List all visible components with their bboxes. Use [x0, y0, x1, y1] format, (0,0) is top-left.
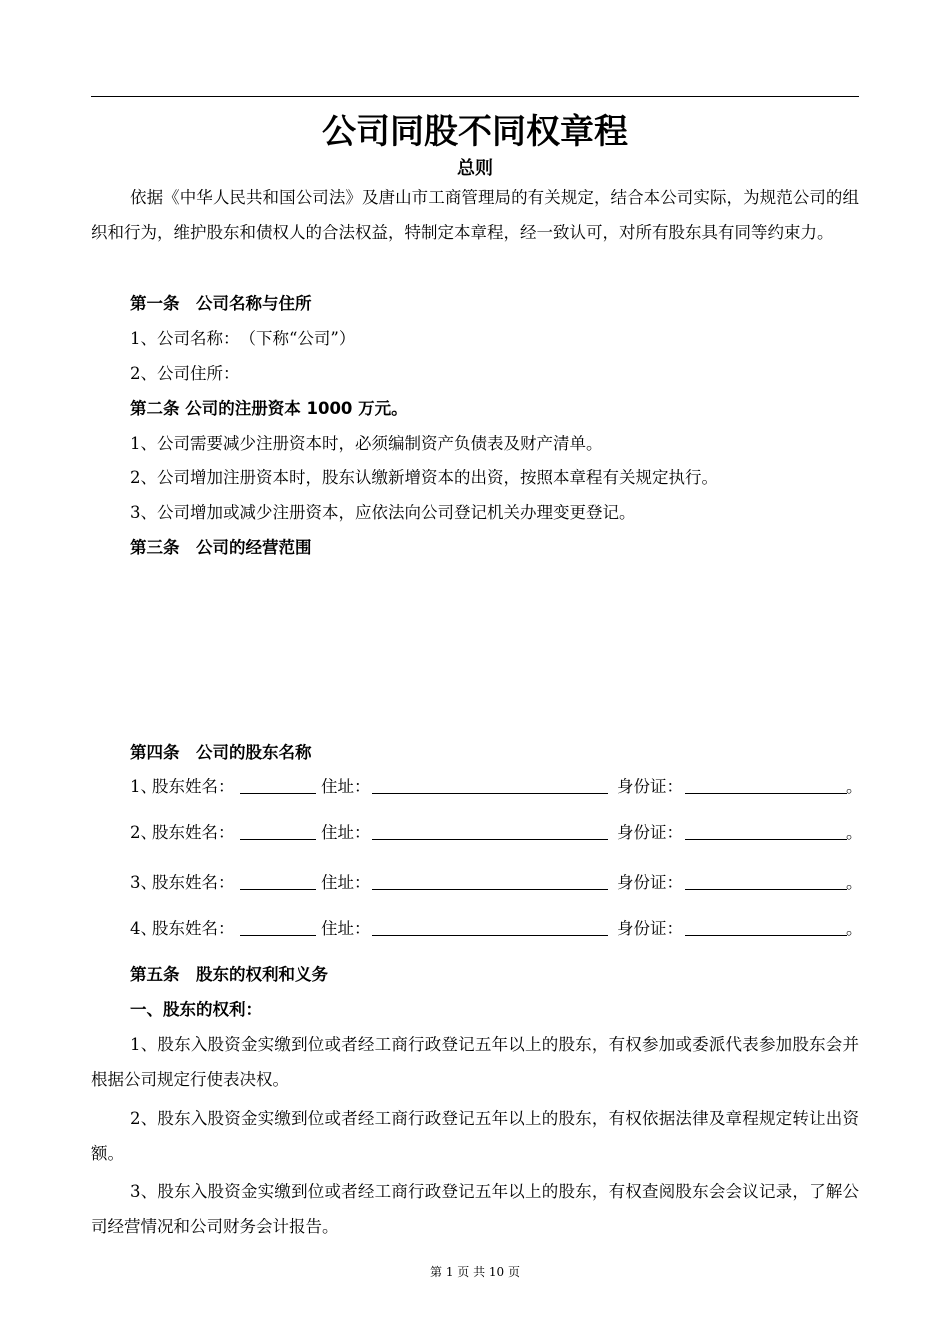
rights-item: 3、股东入股资金实缴到位或者经工商行政登记五年以上的股东，有权查阅股东会会议记录，了解公司经营情况和公司财务会计报告。 [91, 1182, 859, 1236]
article-1-heading: 第一条 公司名称与住所 [130, 294, 312, 313]
shareholder-id-label: 身份证： [617, 823, 683, 842]
shareholder-address-blank[interactable] [372, 917, 608, 936]
article-2-item: 2、公司增加注册资本时，股东认缴新增资本的出资，按照本章程有关规定执行。 [130, 468, 718, 487]
page-number-footer: 第 1 页 共 10 页 [430, 1265, 520, 1279]
shareholder-address-label: 住址： [321, 777, 371, 796]
shareholder-row-end: 。 [846, 823, 863, 842]
shareholder-row-end: 。 [846, 919, 863, 938]
section-title: 总则 [457, 158, 493, 179]
shareholder-name-blank[interactable] [240, 821, 316, 840]
header-rule [91, 96, 859, 97]
shareholder-name-label: 股东姓名： [152, 823, 235, 842]
rights-item: 2、股东入股资金实缴到位或者经工商行政登记五年以上的股东，有权依据法律及章程规定转让出资额。 [91, 1109, 859, 1163]
article-2-item: 3、公司增加或减少注册资本，应依法向公司登记机关办理变更登记。 [130, 503, 636, 522]
shareholder-number: 1、 [130, 777, 157, 796]
shareholder-address-label: 住址： [321, 919, 371, 938]
shareholder-name-blank[interactable] [240, 917, 316, 936]
document-title: 公司同股不同权章程 [322, 112, 628, 152]
shareholder-address-blank[interactable] [372, 871, 608, 890]
article-2-item: 1、公司需要减少注册资本时，必须编制资产负债表及财产清单。 [130, 434, 603, 453]
shareholder-address-blank[interactable] [372, 775, 608, 794]
shareholder-name-blank[interactable] [240, 871, 316, 890]
article-5-heading: 第五条 股东的权利和义务 [130, 965, 328, 984]
shareholder-name-blank[interactable] [240, 775, 316, 794]
shareholder-name-label: 股东姓名： [152, 919, 235, 938]
article-4-heading: 第四条 公司的股东名称 [130, 743, 312, 762]
shareholder-number: 2、 [130, 823, 157, 842]
intro-paragraph: 依据《中华人民共和国公司法》及唐山市工商管理局的有关规定，结合本公司实际，为规范公司的组织和行为，维护股东和债权人的合法权益，特制定本章程，经一致认可，对所有股东具有同等约束力。 [91, 188, 859, 242]
shareholder-address-label: 住址： [321, 873, 371, 892]
shareholder-id-blank[interactable] [685, 917, 847, 936]
shareholder-row-end: 。 [846, 777, 863, 796]
shareholder-id-blank[interactable] [685, 821, 847, 840]
rights-subheading: 一、股东的权利： [130, 1000, 262, 1019]
company-name-line: 1、公司名称： （下称“公司”） [130, 329, 356, 348]
shareholder-id-label: 身份证： [617, 777, 683, 796]
shareholder-address-blank[interactable] [372, 821, 608, 840]
shareholder-row-end: 。 [846, 873, 863, 892]
shareholder-id-label: 身份证： [617, 919, 683, 938]
rights-item: 1、股东入股资金实缴到位或者经工商行政登记五年以上的股东，有权参加或委派代表参加股东会并根据公司规定行使表决权。 [91, 1035, 859, 1089]
shareholder-number: 4、 [130, 919, 157, 938]
shareholder-number: 3、 [130, 873, 157, 892]
shareholder-id-label: 身份证： [617, 873, 683, 892]
article-2-heading: 第二条 公司的注册资本 1000 万元。 [130, 399, 408, 418]
shareholder-address-label: 住址： [321, 823, 371, 842]
company-address-line: 2、公司住所： [130, 364, 240, 383]
shareholder-id-blank[interactable] [685, 871, 847, 890]
shareholder-id-blank[interactable] [685, 775, 847, 794]
shareholder-name-label: 股东姓名： [152, 777, 235, 796]
article-3-heading: 第三条 公司的经营范围 [130, 538, 312, 557]
shareholder-name-label: 股东姓名： [152, 873, 235, 892]
